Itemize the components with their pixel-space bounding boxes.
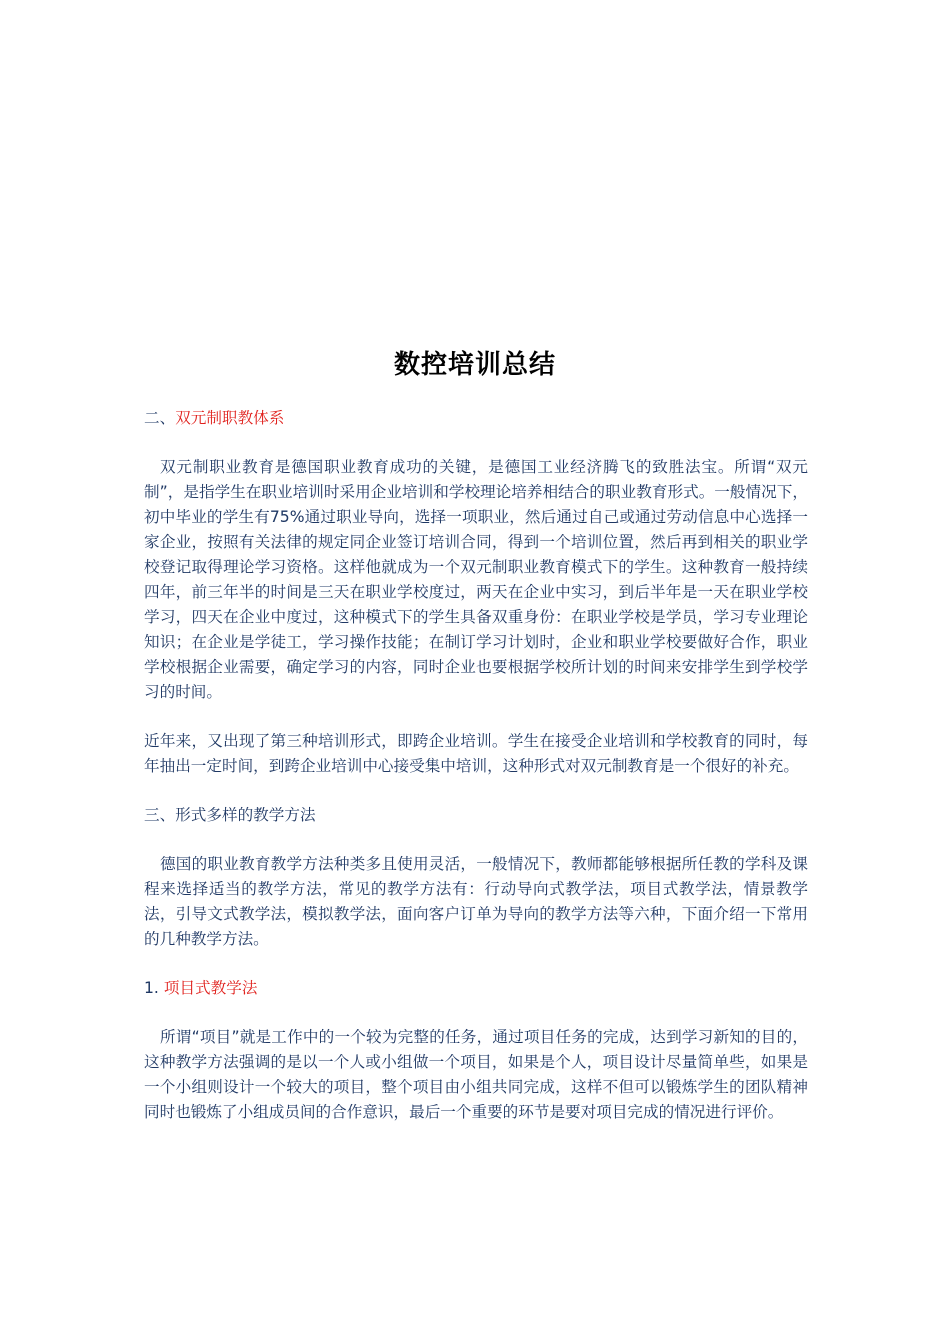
section-number: 二、 <box>144 409 176 427</box>
section-heading-teaching-methods: 三、形式多样的教学方法 <box>144 806 316 824</box>
paragraph-cross-enterprise-training: 近年来，又出现了第三种培训形式，即跨企业培训。学生在接受企业培训和学校教育的同时，每年抽出一定时间，到跨企业培训中心接受集中培训，这种形式对双元制教育是一个很好的补充。 <box>144 732 808 775</box>
paragraph-project-method: 所谓“项目”就是工作中的一个较为完整的任务，通过项目任务的完成，达到学习新知的目的，这种教学方法强调的是以一个人或小组做一个项目，如果是个人，项目设计尽量简单些，如果是一个小组则设计一个较大的项目，整个项目由小组共同完成，这样不但可以锻炼学生的团队精神同时也锻炼了小组成员间的合作意识，最后一个重要的环节是要对项目完成的情况进行评价。 <box>144 1028 808 1121</box>
section-title: 双元制职教体系 <box>175 409 285 427</box>
section-heading-dual-system <box>144 406 808 431</box>
paragraph-dual-system-intro: 双元制职业教育是德国职业教育成功的关键，是德国工业经济腾飞的致胜法宝。所谓“双元制”，是指学生在职业培训时采用企业培训和学校理论培养相结合的职业教育形式。一般情况下，初中毕业的学生有75%通过职业导向，选择一项职业，然后通过自己或通过劳动信息中心选择一家企业，按照有关法律的规定同企业签订培训合同，得到一个培训位置，然后再到相关的职业学校登记取得理论学习资格。这样他就成为一个双元制职业教育模式下的学生。这种教育一般持续四年，前三年半的时间是三天在职业学校度过，两天在企业中实习，到后半年是一天在职业学校学习，四天在企业中度过，这种模式下的学生具备双重身份：在职业学校是学员，学习专业理论知识；在企业是学徒工，学习操作技能；在制订学习计划时，企业和职业学校要做好合作，职业学校根据企业需要，确定学习的内容，同时企业也要根据学校所计划的时间来安排学生到学校学习的时间。 <box>144 458 808 701</box>
subsection-title: 项目式教学法 <box>163 979 258 997</box>
document-title: 数控培训总结 <box>393 350 556 380</box>
subsection-number: 1. <box>144 979 164 997</box>
subsection-heading-project-method <box>144 976 808 1001</box>
paragraph-teaching-methods: 德国的职业教育教学方法种类多且使用灵活，一般情况下，教师都能够根据所任教的学科及课程来选择适当的教学方法，常见的教学方法有：行动导向式教学法，项目式教学法，情景教学法，引导文式教学法，模拟教学法，面向客户订单为导向的教学方法等六种，下面介绍一下常用的几种教学方法。 <box>144 855 808 948</box>
document-body <box>144 406 808 1149</box>
